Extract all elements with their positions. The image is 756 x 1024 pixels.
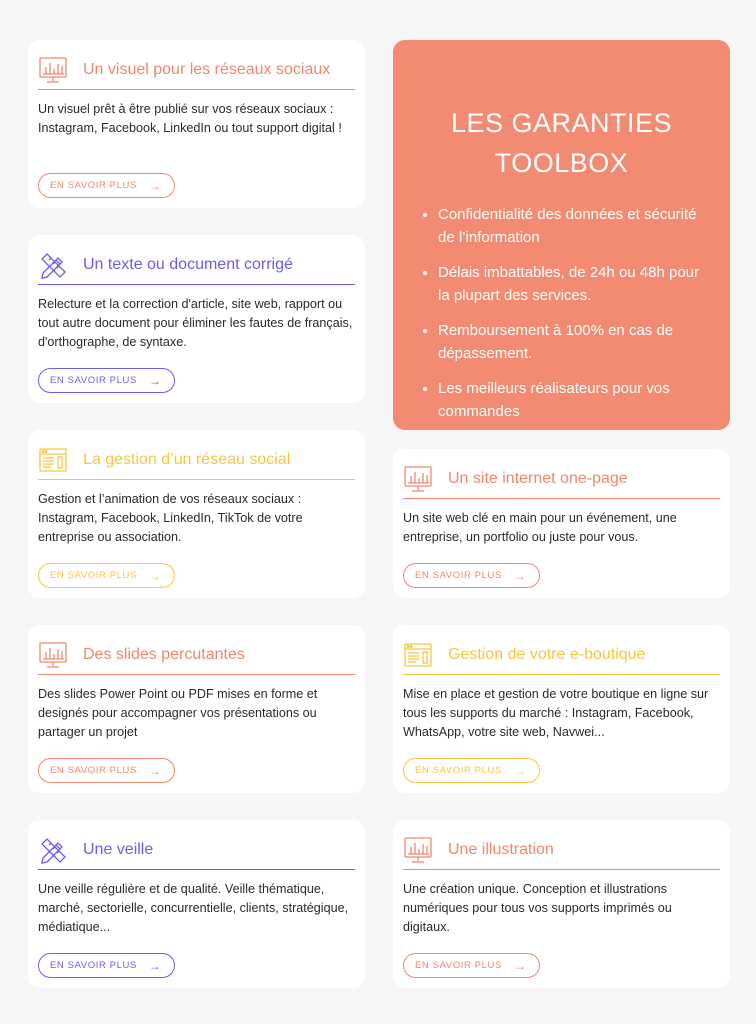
service-card-social-management xyxy=(28,430,365,598)
browser-window-icon xyxy=(403,640,433,670)
guarantees-title-line: TOOLBOX xyxy=(494,148,629,178)
learn-more-button[interactable] xyxy=(38,563,175,588)
learn-more-button[interactable] xyxy=(38,953,175,978)
service-card-one-page-site xyxy=(393,449,730,598)
learn-more-button[interactable] xyxy=(403,758,540,783)
arrow-right-icon: → xyxy=(148,178,162,193)
chart-board-icon xyxy=(403,835,433,865)
service-card-monitoring xyxy=(28,820,365,988)
arrow-right-icon: → xyxy=(148,763,162,778)
service-card-proofreading xyxy=(28,235,365,403)
service-card-slides xyxy=(28,625,365,793)
button-label: EN SAVOIR PLUS xyxy=(50,375,137,386)
arrow-right-icon: → xyxy=(513,958,527,973)
card-header xyxy=(38,635,355,675)
card-description: Une création unique. Conception et illustrations numériques pour tous vos supports imprimés ou digitaux. xyxy=(403,882,672,934)
card-title: Un site internet one-page xyxy=(448,469,628,487)
arrow-right-icon: → xyxy=(148,568,162,583)
arrow-right-icon: → xyxy=(513,568,527,583)
card-description: Relecture et la correction d'article, site web, rapport ou tout autre document pour éliminer les fautes de français, d'orthographe, de syntaxe. xyxy=(38,297,353,349)
guarantees-panel xyxy=(393,40,730,430)
card-header xyxy=(38,245,355,285)
chart-board-icon xyxy=(38,55,68,85)
learn-more-button[interactable] xyxy=(403,953,540,978)
guarantees-title xyxy=(393,103,730,183)
arrow-right-icon: → xyxy=(148,373,162,388)
chart-board-icon xyxy=(403,464,433,494)
card-description: Une veille régulière et de qualité. Veille thématique, marché, sectorielle, concurrentielle, clients, stratégique, médiatique... xyxy=(38,882,349,934)
card-title: La gestion d’un réseau social xyxy=(83,450,291,468)
card-title: Une veille xyxy=(83,840,154,858)
service-card-illustration xyxy=(393,820,730,988)
card-header xyxy=(38,830,355,870)
browser-window-icon xyxy=(38,445,68,475)
button-label: EN SAVOIR PLUS xyxy=(50,570,137,581)
card-description: Un site web clé en main pour un événement, une entreprise, un portfolio ou juste pour vous. xyxy=(403,511,677,544)
card-title: Gestion de votre e-boutique xyxy=(448,645,646,663)
service-card-visual xyxy=(28,40,365,208)
guarantees-title-line: LES GARANTIES xyxy=(450,108,673,138)
learn-more-button[interactable] xyxy=(38,368,175,393)
button-label: EN SAVOIR PLUS xyxy=(415,960,502,971)
arrow-right-icon: → xyxy=(513,763,527,778)
card-description: Un visuel prêt à être publié sur vos réseaux sociaux : Instagram, Facebook, LinkedIn ou tout support digital ! xyxy=(38,102,342,135)
pencil-ruler-icon xyxy=(38,835,68,865)
learn-more-button[interactable] xyxy=(403,563,540,588)
card-header xyxy=(38,50,355,90)
card-title: Un texte ou document corrigé xyxy=(83,255,293,273)
guarantee-item: • Remboursement à 100% en cas de dépassement. xyxy=(438,319,700,365)
card-title: Des slides percutantes xyxy=(83,645,245,663)
card-description: Des slides Power Point ou PDF mises en forme et designés pour accompagner vos présentations ou partager un projet xyxy=(38,687,318,739)
card-title: Un visuel pour les réseaux sociaux xyxy=(83,60,331,78)
learn-more-button[interactable] xyxy=(38,173,175,198)
guarantees-list xyxy=(438,203,700,435)
guarantee-item: • Les meilleurs réalisateurs pour vos commandes xyxy=(438,377,700,423)
button-label: EN SAVOIR PLUS xyxy=(50,960,137,971)
guarantee-item: • Délais imbattables, de 24h ou 48h pour la plupart des services. xyxy=(438,261,700,307)
learn-more-button[interactable] xyxy=(38,758,175,783)
button-label: EN SAVOIR PLUS xyxy=(415,765,502,776)
card-description: Gestion et l’animation de vos réseaux sociaux : Instagram, Facebook, LinkedIn, TikTok de votre entreprise ou association. xyxy=(38,492,303,544)
card-header xyxy=(403,830,720,870)
card-description: Mise en place et gestion de votre boutique en ligne sur tous les supports du marché : Instagram, Facebook, WhatsApp, votre site web, Navwei... xyxy=(403,687,709,739)
card-title: Une illustration xyxy=(448,840,554,858)
pencil-ruler-icon xyxy=(38,250,68,280)
guarantee-item: • Confidentialité des données et sécurité de l’information xyxy=(438,203,700,249)
button-label: EN SAVOIR PLUS xyxy=(50,180,137,191)
card-header xyxy=(403,635,720,675)
chart-board-icon xyxy=(38,640,68,670)
button-label: EN SAVOIR PLUS xyxy=(415,570,502,581)
button-label: EN SAVOIR PLUS xyxy=(50,765,137,776)
card-header xyxy=(38,440,355,480)
card-header xyxy=(403,459,720,499)
service-card-e-shop xyxy=(393,625,730,793)
arrow-right-icon: → xyxy=(148,958,162,973)
